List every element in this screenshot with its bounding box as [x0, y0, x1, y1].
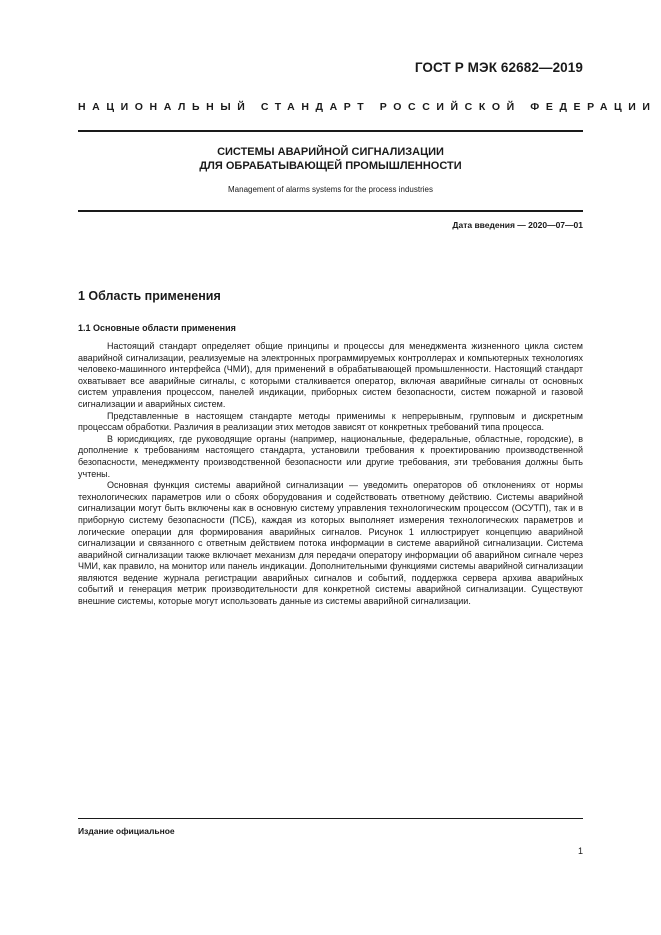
paragraph-4: Основная функция системы аварийной сигнализации — уведомить операторов об отклонениях от нормы технологических параметров или о сбоях оборудования и содействовать ответному действию. Системы аварийной сигнализации могут быть включены как в основную систему управления технологическим процессом (ОСУТП), так и в приборную систему безопасности (ПСБ), каждая из которых выполняет измерения технологических параметров и логические операции для формирования аварийных сигналов. Рисунок 1 иллюстрирует концепцию аварийной сигнализации и связанного с ответным действием потока информации в системе аварийной сигнализации. Система аварийной сигнализации также включает механизм для передачи оператору информации об аварийном сигнале через ЧМИ, как правило, на монитор или панель индикации. Дополнительными функциями системы аварийной сигнализации являются ведение журнала регистрации аварийных сигналов и событий, поддержка сервера архива аварийных событий и генерация метрик производительности для конкретной системы аварийной сигнализации. Существуют внешние системы, которые могут использовать данные из системы аварийной сигнализации.: [78, 480, 583, 607]
subsection-heading: 1.1 Основные области применения: [78, 323, 236, 333]
title-divider: [78, 210, 583, 212]
introduction-date: Дата введения — 2020—07—01: [452, 220, 583, 230]
top-divider: [78, 130, 583, 132]
document-title: [78, 145, 583, 173]
paragraph-2: Представленные в настоящем стандарте методы применимы к непрерывным, групповым и дискретным процессам обработки. Различия в реализации этих методов зависят от конкретных требований типа процесса.: [78, 410, 583, 433]
section-heading: 1 Область применения: [78, 289, 221, 303]
footer-divider: [78, 818, 583, 819]
standard-number: ГОСТ Р МЭК 62682—2019: [414, 60, 583, 75]
national-standard-banner: НАЦИОНАЛЬНЫЙ СТАНДАРТ РОССИЙСКОЙ ФЕДЕРАЦИИ: [78, 101, 657, 113]
paragraph-3: В юрисдикциях, где руководящие органы (например, национальные, федеральные, областные, городские), в дополнение к требованиям настоящего стандарта, установили требования к проектированию производственной безопасности, менеджменту производственной безопасности или другие требования, эти требования должны быть учтены.: [78, 433, 583, 479]
english-title: Management of alarms systems for the process industries: [228, 185, 433, 194]
body-text: [78, 341, 583, 608]
official-edition-label: Издание официальное: [78, 826, 175, 836]
title-line-2: ДЛЯ ОБРАБАТЫВАЮЩЕЙ ПРОМЫШЛЕННОСТИ: [199, 160, 462, 172]
paragraph-1: Настоящий стандарт определяет общие принципы и процессы для менеджмента жизненного цикла систем аварийной сигнализации, реализуемые на электронных программируемых контроллерах и компьютерных технологиях человеко-машинного интерфейса (ЧМИ), для применений в обрабатывающей промышленности. Настоящий стандарт охватывает все аварийные сигналы, с которыми сталкивается оператор, включая аварийные сигналы от основных систем управления процессом, панелей индикации, приборных систем безопасности, систем пожарной и газовой сигнализации и аварийных систем.: [78, 341, 583, 409]
title-line-1: СИСТЕМЫ АВАРИЙНОЙ СИГНАЛИЗАЦИИ: [217, 146, 444, 158]
page-number: 1: [577, 846, 583, 856]
